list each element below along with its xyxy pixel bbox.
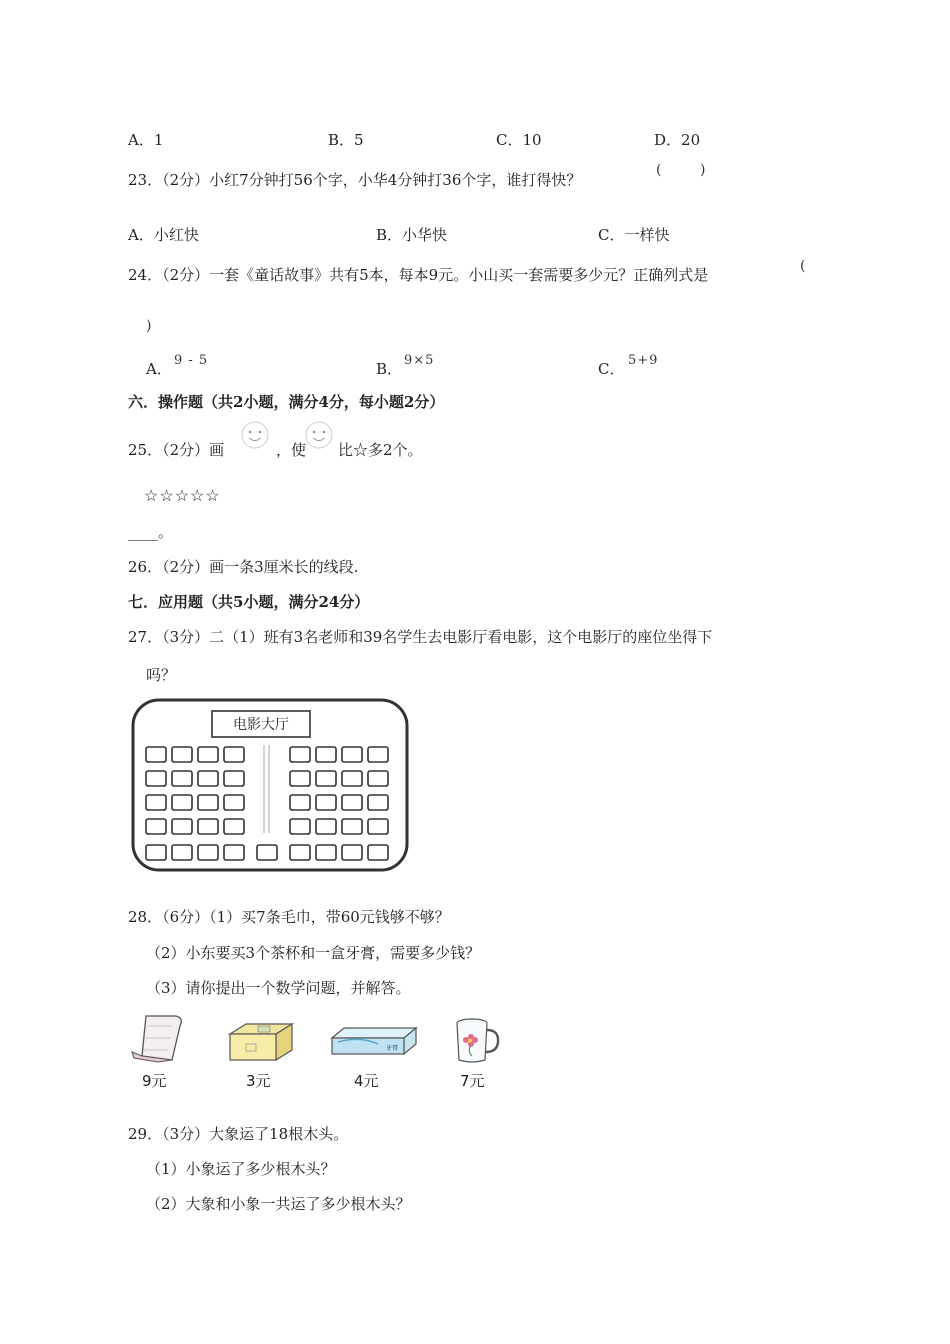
cinema-seat bbox=[368, 819, 388, 834]
q25-stars: ☆☆☆☆☆ bbox=[144, 486, 221, 505]
cinema-seat bbox=[224, 845, 244, 860]
q24-paren-close: ) bbox=[146, 318, 152, 334]
cinema-seat bbox=[368, 771, 388, 786]
q22-option-d[interactable]: D．20 bbox=[654, 131, 701, 149]
cinema-sign: 电影大厅 bbox=[233, 717, 289, 733]
q25-middle: ，使 bbox=[276, 441, 307, 459]
cinema-seat bbox=[342, 747, 362, 762]
cinema-seat bbox=[172, 747, 192, 762]
cinema-seat bbox=[290, 819, 310, 834]
cinema-seat bbox=[146, 795, 166, 810]
soap-box-price: 3元 bbox=[246, 1072, 271, 1090]
q27-line2: 吗？ bbox=[146, 666, 177, 684]
q23-paren-close: ) bbox=[700, 162, 706, 178]
q28-line3: （3）请你提出一个数学问题，并解答。 bbox=[146, 979, 411, 997]
soap-box-icon bbox=[228, 1020, 294, 1064]
cinema-seat bbox=[316, 795, 336, 810]
q24-text: 24．（2分）一套《童话故事》共有5本，每本9元。小山买一套需要多少元？正确列式是 bbox=[128, 266, 709, 284]
cinema-seat bbox=[368, 747, 388, 762]
q29-line2: （1）小象运了多少根木头？ bbox=[146, 1160, 336, 1178]
cinema-seat bbox=[316, 771, 336, 786]
q23-option-a[interactable]: A．小红快 bbox=[128, 226, 199, 244]
q22-option-a[interactable]: A．1 bbox=[128, 131, 164, 149]
q23-option-c[interactable]: C．一样快 bbox=[598, 226, 670, 244]
cinema-seat bbox=[172, 795, 192, 810]
cinema-seat bbox=[368, 795, 388, 810]
cinema-seat bbox=[342, 845, 362, 860]
q24-option-a[interactable] bbox=[146, 358, 172, 379]
cinema-seat bbox=[198, 819, 218, 834]
q24-option-c-label: C． bbox=[598, 360, 625, 378]
mug-price: 7元 bbox=[460, 1072, 485, 1090]
cinema-seat bbox=[146, 819, 166, 834]
towel-icon bbox=[128, 1012, 188, 1064]
cinema-seat bbox=[290, 795, 310, 810]
cinema-seat bbox=[290, 747, 310, 762]
cinema-seat bbox=[224, 795, 244, 810]
cinema-seat bbox=[316, 845, 336, 860]
cinema-seat bbox=[198, 845, 218, 860]
cinema-seat bbox=[224, 747, 244, 762]
cinema-seat bbox=[342, 795, 362, 810]
q24-option-a-label: A． bbox=[146, 360, 172, 378]
cinema-seat bbox=[257, 845, 277, 860]
cinema-seat bbox=[146, 845, 166, 860]
cinema-seat bbox=[368, 845, 388, 860]
q27-line1: 27．（3分）二（1）班有3名老师和39名学生去电影厅看电影，这个电影厅的座位坐得下 bbox=[128, 628, 713, 646]
q23-question bbox=[128, 169, 581, 190]
toothpaste-label: 牙膏 bbox=[385, 1045, 399, 1052]
cinema-seat bbox=[316, 819, 336, 834]
q23-paren-open: ( bbox=[656, 162, 662, 178]
cinema-seat bbox=[224, 819, 244, 834]
cinema-seat bbox=[172, 845, 192, 860]
mug-icon bbox=[452, 1016, 502, 1066]
section6-title: 六．操作题（共2小题，满分4分，每小题2分） bbox=[128, 393, 445, 411]
cinema-hall-figure bbox=[130, 697, 410, 873]
cinema-seat bbox=[146, 771, 166, 786]
q23-option-b[interactable]: B．小华快 bbox=[376, 226, 448, 244]
cinema-seat bbox=[172, 771, 192, 786]
q29-line3: （2）大象和小象一共运了多少根木头？ bbox=[146, 1195, 411, 1213]
smiley-face-icon bbox=[240, 420, 270, 450]
q22-option-b[interactable]: B．5 bbox=[328, 131, 364, 149]
q23-text: 23．（2分）小红7分钟打56个字，小华4分钟打36个字，谁打得快？ bbox=[128, 171, 582, 189]
q22-option-c[interactable]: C．10 bbox=[496, 131, 542, 149]
cinema-seat bbox=[198, 795, 218, 810]
smiley-face-icon bbox=[304, 420, 334, 450]
q25-question bbox=[128, 439, 224, 460]
cinema-seat bbox=[198, 771, 218, 786]
cinema-seat bbox=[290, 771, 310, 786]
q28-line2: （2）小东要买3个茶杯和一盒牙膏，需要多少钱？ bbox=[146, 944, 481, 962]
cinema-seat bbox=[342, 771, 362, 786]
toothpaste-price: 4元 bbox=[354, 1072, 379, 1090]
cinema-seat bbox=[146, 747, 166, 762]
cinema-seat bbox=[172, 819, 192, 834]
q25-suffix: 比☆多2个。 bbox=[338, 441, 423, 459]
q24-option-c[interactable] bbox=[598, 358, 624, 379]
q29-line1: 29．（3分）大象运了18根木头。 bbox=[128, 1125, 349, 1143]
q26-text: 26．（2分）画一条3厘米长的线段. bbox=[128, 558, 359, 576]
q24-paren-open: ( bbox=[800, 258, 806, 274]
q24-option-b-label: B． bbox=[376, 360, 403, 378]
cinema-seat bbox=[342, 819, 362, 834]
cinema-seat bbox=[316, 747, 336, 762]
q24-option-c-expr: 5+9 bbox=[628, 353, 659, 368]
cinema-seat bbox=[224, 771, 244, 786]
toothpaste-icon bbox=[330, 1026, 418, 1058]
cinema-seat bbox=[290, 845, 310, 860]
q25-answer-line[interactable]: ____。 bbox=[128, 523, 174, 541]
q24-option-b-expr: 9×5 bbox=[404, 353, 435, 368]
q24-option-b[interactable] bbox=[376, 358, 402, 379]
q25-prefix: 25．（2分）画 bbox=[128, 441, 225, 459]
section7-title: 七．应用题（共5小题，满分24分） bbox=[128, 593, 370, 611]
cinema-seat bbox=[198, 747, 218, 762]
q28-line1: 28．（6分）（1）买7条毛巾，带60元钱够不够？ bbox=[128, 908, 450, 926]
q24-option-a-expr: 9 - 5 bbox=[174, 353, 209, 368]
towel-price: 9元 bbox=[142, 1072, 167, 1090]
